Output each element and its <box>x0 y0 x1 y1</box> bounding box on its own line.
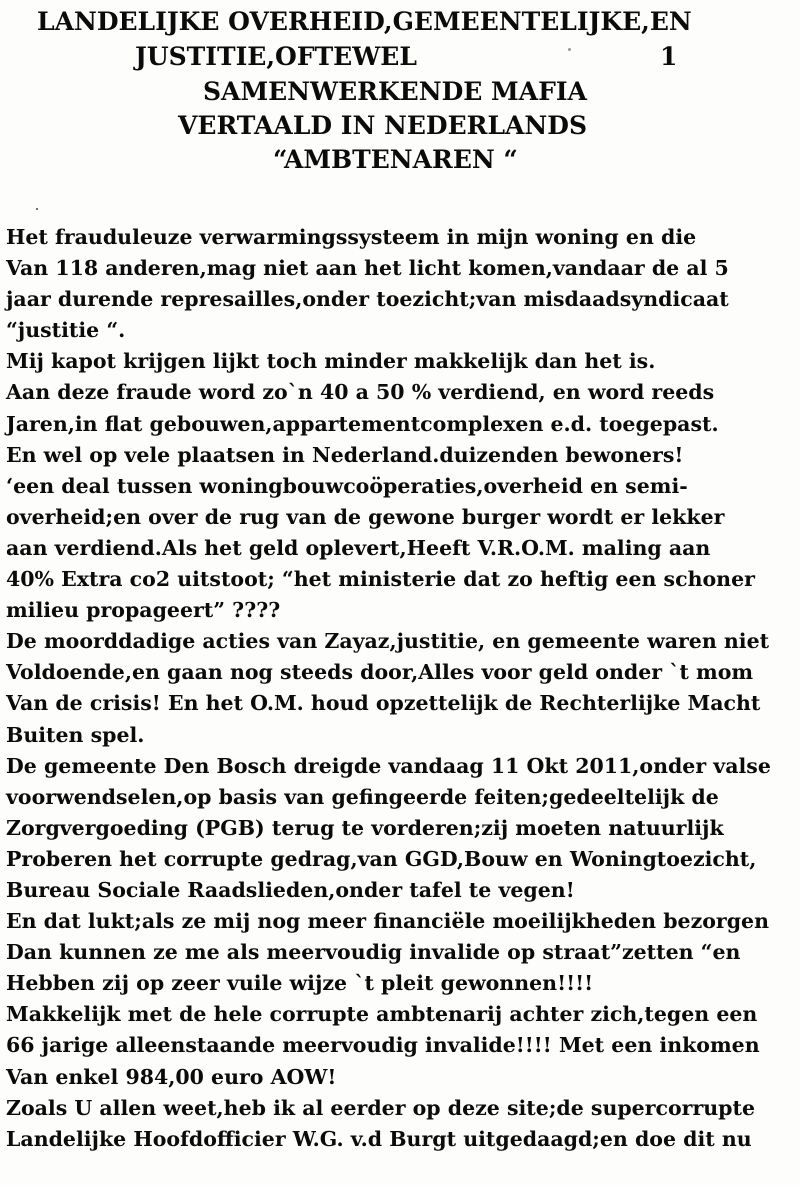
page-number: 1 <box>660 42 678 71</box>
body-line: Makkelijk met de hele corrupte ambtenarij achter zich,tegen een <box>6 1002 758 1027</box>
body-line: Buiten spel. <box>6 722 145 747</box>
scan-speck <box>36 208 38 210</box>
body-line: Jaren,in flat gebouwen,appartementcomplexen e.d. toegepast. <box>6 411 719 436</box>
body-line: 40% Extra co2 uitstoot; “het ministerie dat zo heftig een schoner <box>6 567 755 592</box>
body-line: “justitie “. <box>6 318 126 343</box>
body-text <box>6 222 800 1155</box>
body-line: voorwendselen,op basis van gefingeerde feiten;gedeeltelijk de <box>6 784 719 809</box>
title-line-3: SAMENWERKENDE MAFIA <box>203 77 587 106</box>
body-line: Het frauduleuze verwarmingssysteem in mijn woning en die <box>6 225 697 249</box>
body-line: Zorgvergoeding (PGB) terug te vorderen;zij moeten natuurlijk <box>6 815 724 840</box>
body-line: overheid;en over de rug van de gewone burger wordt er lekker <box>6 504 725 529</box>
body-line: De gemeente Den Bosch dreigde vandaag 11 Okt 2011,onder valse <box>6 753 771 778</box>
body-line: En wel op vele plaatsen in Nederland.duizenden bewoners! <box>6 442 684 467</box>
body-line: Hebben zij op zeer vuile wijze `t pleit gewonnen!!!! <box>6 971 594 996</box>
body-line: Van de crisis! En het O.M. houd opzettelijk de Rechterlijke Macht <box>6 691 761 716</box>
body-line: Zoals U allen weet,heb ik al eerder op deze site;de supercorrupte <box>6 1095 756 1120</box>
body-line: De moorddadige acties van Zayaz,justitie, en gemeente waren niet <box>6 629 770 654</box>
body-line: jaar durende represailles,onder toezicht;van misdaadsyndicaat <box>6 287 729 312</box>
body-line: aan verdiend.Als het geld oplevert,Heeft V.R.O.M. maling aan <box>6 535 711 560</box>
body-line: milieu propageert” ???? <box>6 598 281 623</box>
body-line: Van enkel 984,00 euro AOW! <box>6 1064 337 1089</box>
body-line: Mij kapot krijgen lijkt toch minder makkelijk dan het is. <box>6 349 656 374</box>
body-line: Voldoende,en gaan nog steeds door,Alles voor geld onder `t mom <box>6 660 754 685</box>
scan-speck <box>568 48 571 51</box>
title-line-5: “AMBTENAREN “ <box>273 145 518 174</box>
body-line: Van 118 anderen,mag niet aan het licht komen,vandaar de al 5 <box>6 256 729 281</box>
title-line-1: LANDELIJKE OVERHEID,GEMEENTELIJKE,EN <box>37 7 692 36</box>
body-line: Landelijke Hoofdofficier W.G. v.d Burgt uitgedaagd;en doe dit nu <box>6 1126 752 1151</box>
body-line: Aan deze fraude word zo`n 40 a 50 % verdiend, en word reeds <box>6 380 715 405</box>
body-line: Dan kunnen ze me als meervoudig invalide op straat”zetten “en <box>6 940 741 965</box>
body-line: 66 jarige alleenstaande meervoudig invalide!!!! Met een inkomen <box>6 1033 760 1058</box>
body-line: En dat lukt;als ze mij nog meer financiële moeilijkheden bezorgen <box>6 909 769 934</box>
title-line-4: VERTAALD IN NEDERLANDS <box>178 111 588 140</box>
title-line-2: JUSTITIE,OFTEWEL <box>135 42 417 71</box>
body-line: Bureau Sociale Raadslieden,onder tafel te vegen! <box>6 877 575 902</box>
body-line: Proberen het corrupte gedrag,van GGD,Bouw en Woningtoezicht, <box>6 846 757 871</box>
body-line: ‘een deal tussen woningbouwcoöperaties,overheid en semi- <box>6 473 688 498</box>
